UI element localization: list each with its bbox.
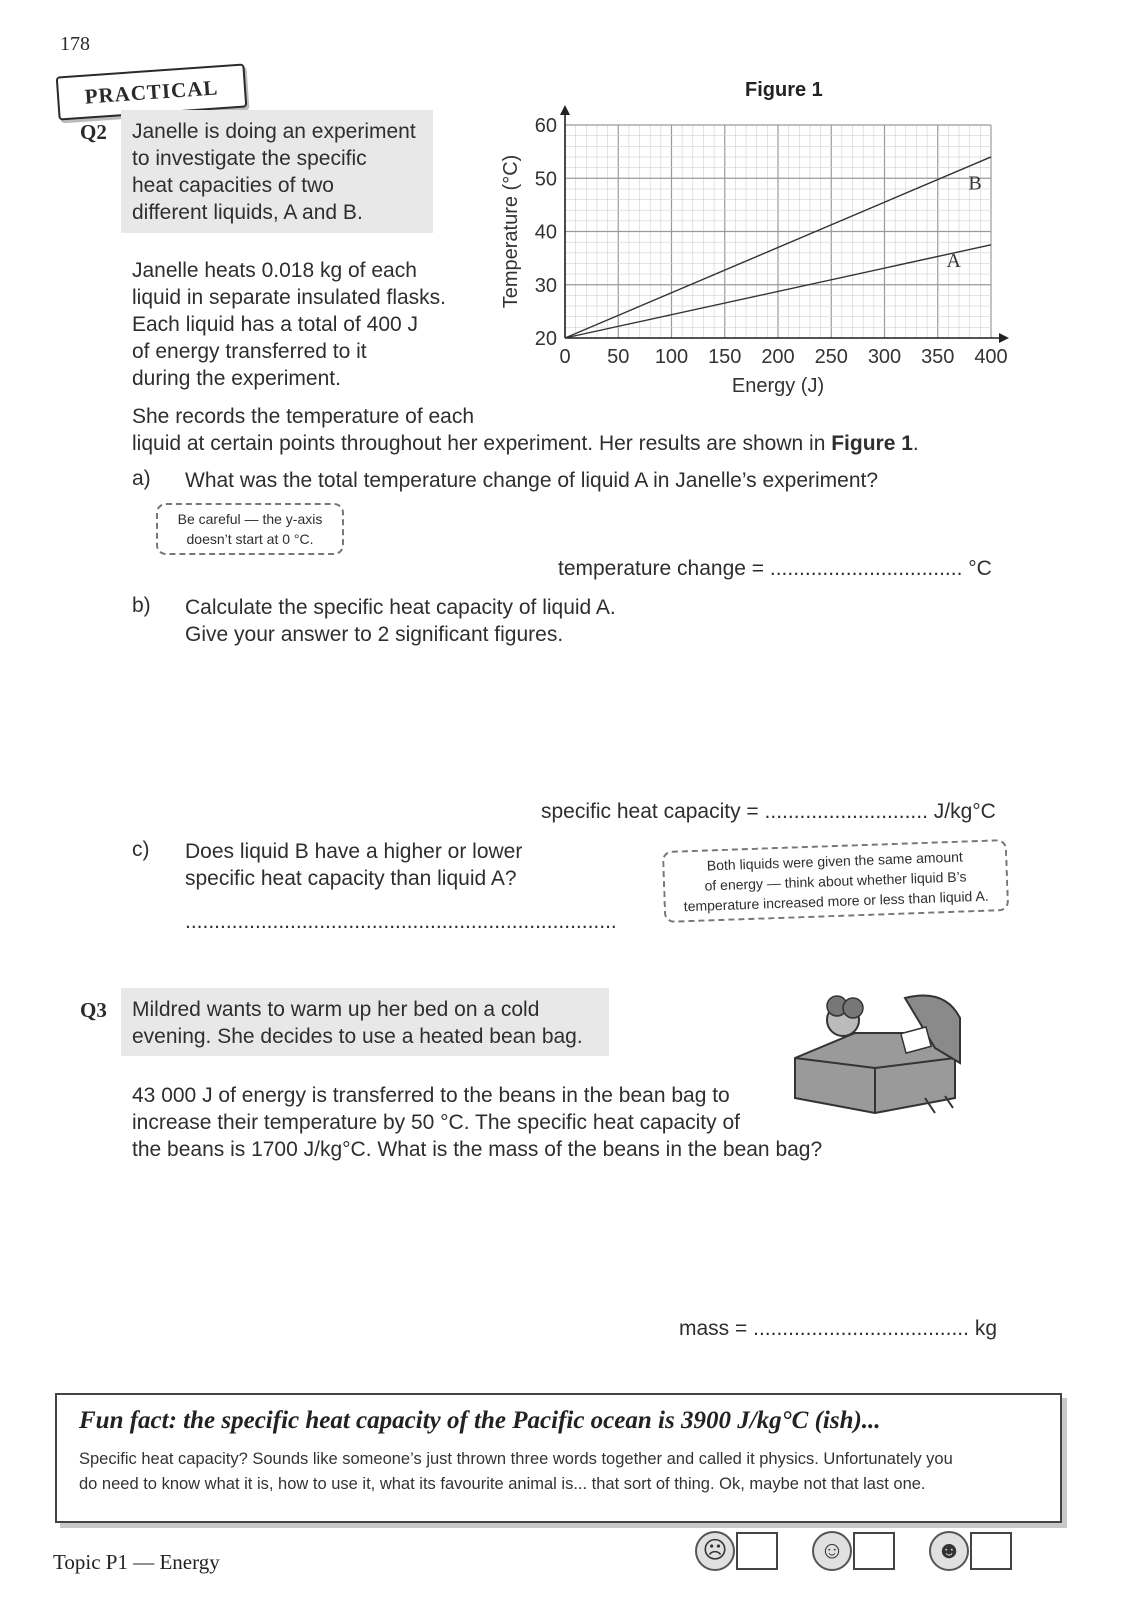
q2-intro-line: to investigate the specific xyxy=(132,147,367,170)
hint-line: doesn’t start at 0 °C. xyxy=(186,531,314,547)
y-tick-label: 40 xyxy=(534,221,557,244)
fun-fact-line: Specific heat capacity? Sounds like someone’s just thrown three words together and called it physics. Unfortunately you xyxy=(79,1450,953,1468)
q2-records-text: liquid at certain points throughout her experiment. Her results are shown in xyxy=(132,432,826,455)
q2-records-line xyxy=(132,430,919,457)
part-c-answer-line[interactable]: .......................................................................... xyxy=(185,910,617,933)
x-tick-label: 350 xyxy=(921,346,955,368)
part-b-question-line: Give your answer to 2 significant figures. xyxy=(185,623,564,646)
series-label-a: A xyxy=(946,249,961,272)
q3-body-line: increase their temperature by 50 °C. The specific heat capacity of xyxy=(132,1111,740,1134)
part-c-question-line: specific heat capacity than liquid A? xyxy=(185,867,517,890)
q3-intro xyxy=(132,996,583,1050)
q3-intro-line: Mildred wants to warm up her bed on a cold xyxy=(132,998,540,1021)
q2-records-line: She records the temperature of each xyxy=(132,405,475,428)
hint-line: temperature increased more or less than liquid A. xyxy=(683,887,989,915)
series-label-b: B xyxy=(968,172,982,195)
q3-body-line: 43 000 J of energy is transferred to the beans in the bean bag to xyxy=(132,1084,730,1107)
sad-tickbox[interactable] xyxy=(736,1532,778,1570)
part-b-answer-line[interactable]: specific heat capacity = ............................ J/kg°C xyxy=(541,800,996,823)
q2-setup-line: Janelle heats 0.018 kg of each xyxy=(132,259,417,282)
neutral-tickbox[interactable] xyxy=(853,1532,895,1570)
q2-number: Q2 xyxy=(80,120,107,144)
q2-intro-line: Janelle is doing an experiment xyxy=(132,120,416,143)
q2-intro xyxy=(132,118,416,226)
q2-intro-line: heat capacities of two xyxy=(132,174,334,197)
happy-tickbox[interactable] xyxy=(970,1532,1012,1570)
q2-intro-box xyxy=(121,110,433,233)
hint-line: Both liquids were given the same amount xyxy=(706,848,964,874)
q2-setup xyxy=(132,257,446,392)
x-tick-label: 200 xyxy=(761,346,795,368)
hint-line: of energy — think about whether liquid B’s xyxy=(704,868,967,894)
y-tick-label: 50 xyxy=(534,168,557,191)
q2-records-end: . xyxy=(912,432,919,455)
x-axis-arrow-icon xyxy=(999,333,1009,343)
fun-fact-box xyxy=(55,1393,1062,1523)
fun-fact-title: Fun fact: the specific heat capacity of the Pacific ocean is 3900 J/kg°C (ish)... xyxy=(79,1407,881,1434)
q3-body xyxy=(132,1082,822,1163)
q2-setup-line: liquid in separate insulated flasks. xyxy=(132,286,447,309)
x-axis-label: Energy (J) xyxy=(731,375,825,397)
q2-intro-line: different liquids, A and B. xyxy=(132,201,363,224)
q3-number: Q3 xyxy=(80,998,107,1022)
q2-setup-line: during the experiment. xyxy=(132,367,341,390)
part-a-question: What was the total temperature change of liquid A in Janelle’s experiment? xyxy=(185,469,879,492)
practical-label: PRACTICAL xyxy=(83,74,220,109)
q2-setup-line: Each liquid has a total of 400 J xyxy=(132,313,419,336)
hint-line: Be careful — the y-axis xyxy=(177,511,323,527)
page-number: 178 xyxy=(60,33,90,55)
x-tick-label: 100 xyxy=(654,346,689,368)
neutral-face-icon: ☺ xyxy=(812,1531,852,1571)
q2-setup-line: of energy transferred to it xyxy=(132,340,367,363)
figure-1-chart xyxy=(495,95,1025,405)
part-c-letter: c) xyxy=(132,838,150,861)
x-tick-label: 400 xyxy=(974,346,1008,368)
q2-records xyxy=(132,403,919,457)
fun-fact-line: do need to know what it is, how to use it, what its favourite animal is... that sort of thing. Ok, maybe not that last one. xyxy=(79,1475,926,1493)
topic-footer: Topic P1 — Energy xyxy=(53,1550,220,1574)
x-tick-label: 250 xyxy=(814,346,848,368)
y-tick-label: 60 xyxy=(534,115,557,137)
q3-intro-box xyxy=(121,988,609,1056)
x-tick-label: 150 xyxy=(708,346,742,368)
part-a-answer-line[interactable]: temperature change = ................................. °C xyxy=(558,557,992,580)
q3-body-line: the beans is 1700 J/kg°C. What is the mass of the beans in the bean bag? xyxy=(132,1138,823,1161)
x-tick-label: 50 xyxy=(607,346,630,368)
y-axis-arrow-icon xyxy=(560,105,570,115)
part-b-question xyxy=(185,594,616,648)
part-a-hint xyxy=(156,503,344,555)
part-a-letter: a) xyxy=(132,467,151,490)
figure-title: Figure 1 xyxy=(745,79,823,101)
figure-reference: Figure 1 xyxy=(831,432,913,455)
sad-face-icon: ☹ xyxy=(695,1531,735,1571)
part-c-question xyxy=(185,838,522,892)
x-tick-label: 300 xyxy=(867,346,902,368)
y-tick-label: 20 xyxy=(534,328,557,350)
part-c-hint xyxy=(662,839,1009,923)
fun-fact-body xyxy=(79,1447,1039,1497)
happy-face-icon: ☻ xyxy=(929,1531,969,1571)
q3-intro-line: evening. She decides to use a heated bean bag. xyxy=(132,1025,583,1048)
q3-answer-line[interactable]: mass = ..................................... kg xyxy=(679,1317,997,1340)
part-b-question-line: Calculate the specific heat capacity of liquid A. xyxy=(185,596,616,619)
part-b-letter: b) xyxy=(132,594,151,617)
part-c-question-line: Does liquid B have a higher or lower xyxy=(185,840,523,863)
y-axis-label: Temperature (°C) xyxy=(500,154,522,309)
x-tick-label: 0 xyxy=(559,346,571,368)
y-tick-label: 30 xyxy=(534,274,557,297)
